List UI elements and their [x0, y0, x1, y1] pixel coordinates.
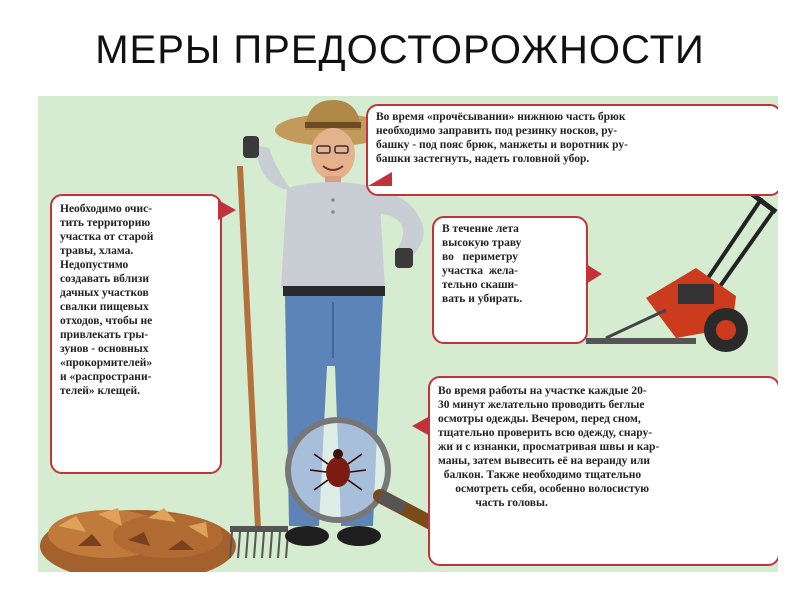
poster	[38, 96, 778, 572]
bubble-inspection-advice	[428, 376, 778, 566]
bubble-inspection-tail	[412, 416, 430, 436]
mower-illustration	[586, 188, 778, 368]
bubble-grass-advice	[432, 216, 588, 344]
bubble-cleanup-tail	[218, 200, 236, 220]
slide-title: МЕРЫ ПРЕДОСТОРОЖНОСТИ	[95, 28, 705, 72]
bubble-cleanup-text: Необходимо очис- тить территорию участка от старой травы, хлама. Недопустимо создавать вблизи дачных участков свалки пищевых отходов, чтобы не привлекать гры- зунов - основных «прокормителей» и «распространи- телей» клещей.	[60, 203, 154, 398]
leaf-pile-illustration	[38, 466, 238, 572]
bubble-cleanup-advice	[50, 194, 222, 474]
bubble-grass-text: В течение лета высокую траву во периметру участка жела- тельно скаши- вать и убирать.	[442, 223, 523, 306]
bubble-inspection-text: Во время работы на участке каждые 20- 30 минут желательно проводить беглые осмотры одежды. Вечером, перед сном, тщательно проверить всю одежду, снару- жи и с изнанки, просматривая швы и кар- маны, затем вывесить её на веранду или балкон. Также необходимо тщательно осмотреть себя, особенно волосистую часть головы.	[438, 385, 660, 510]
bubble-grass-tail	[586, 264, 602, 284]
bubble-clothing-tail	[368, 172, 392, 186]
bubble-clothing-text: Во время «прочёсывании» нижнюю часть брюк необходимо заправить под резинку носков, ру- башку - под пояс брюк, манжеты и воротник ру- башки застегнуть, надеть головной убор.	[376, 111, 628, 166]
bubble-clothing-advice	[366, 104, 778, 196]
